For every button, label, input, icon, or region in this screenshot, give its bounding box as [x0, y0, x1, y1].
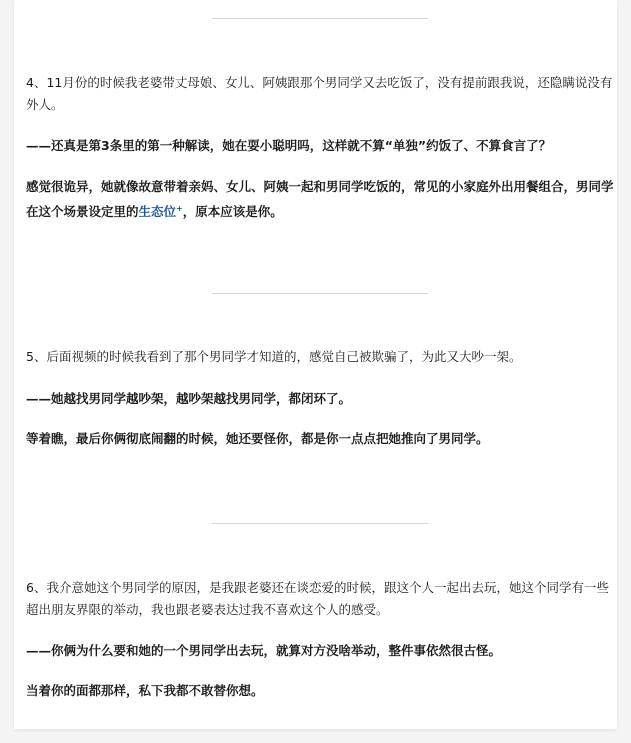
answer-6: ——你俩为什么要和她的一个男同学出去玩，就算对方没啥举动，整件事依然很古怪。 [26, 643, 502, 658]
section-divider [212, 523, 428, 524]
section-divider [212, 293, 428, 294]
section-divider [212, 18, 428, 19]
answer-5: ——她越找男同学越吵架，越吵架越找男同学，都闭环了。 [26, 391, 352, 406]
article-card [14, 0, 617, 729]
comment-6: 当着你的面都那样，私下我都不敢替你想。 [26, 683, 264, 698]
question-5: 5、后面视频的时候我看到了那个男同学才知道的，感觉自己被欺骗了，为此又大吵一架。 [26, 349, 522, 364]
link-search-icon[interactable]: + [176, 204, 183, 213]
question-4: 4、11月份的时候我老婆带丈母娘、女儿、阿姨跟那个男同学又去吃饭了，没有提前跟我说，还隐瞒说没有外人。 [26, 75, 613, 112]
answer-4: ——还真是第3条里的第一种解读，她在耍小聪明吗，这样就不算“单独”约饭了、不算食言了？ [26, 138, 552, 153]
ecological-niche-link[interactable]: 生态位 [138, 204, 177, 220]
comment-4-text-a: 感觉很诡异，她就像故意带着亲妈、女儿、阿姨一起和男同学吃饭的，常见的小家庭外出用餐组合，男同学在这个场景设定里的 [26, 179, 614, 220]
comment-5: 等着瞧，最后你俩彻底闹翻的时候，她还要怪你，都是你一点点把她推向了男同学。 [26, 431, 489, 446]
comment-4-text-b: ，原本应该是你。 [182, 204, 283, 220]
question-6: 6、我介意她这个男同学的原因，是我跟老婆还在谈恋爱的时候，跟这个人一起出去玩，她这个同学有一些超出朋友界限的举动，我也跟老婆表达过我不喜欢这个人的感受。 [26, 580, 609, 617]
comment-4 [26, 176, 616, 223]
